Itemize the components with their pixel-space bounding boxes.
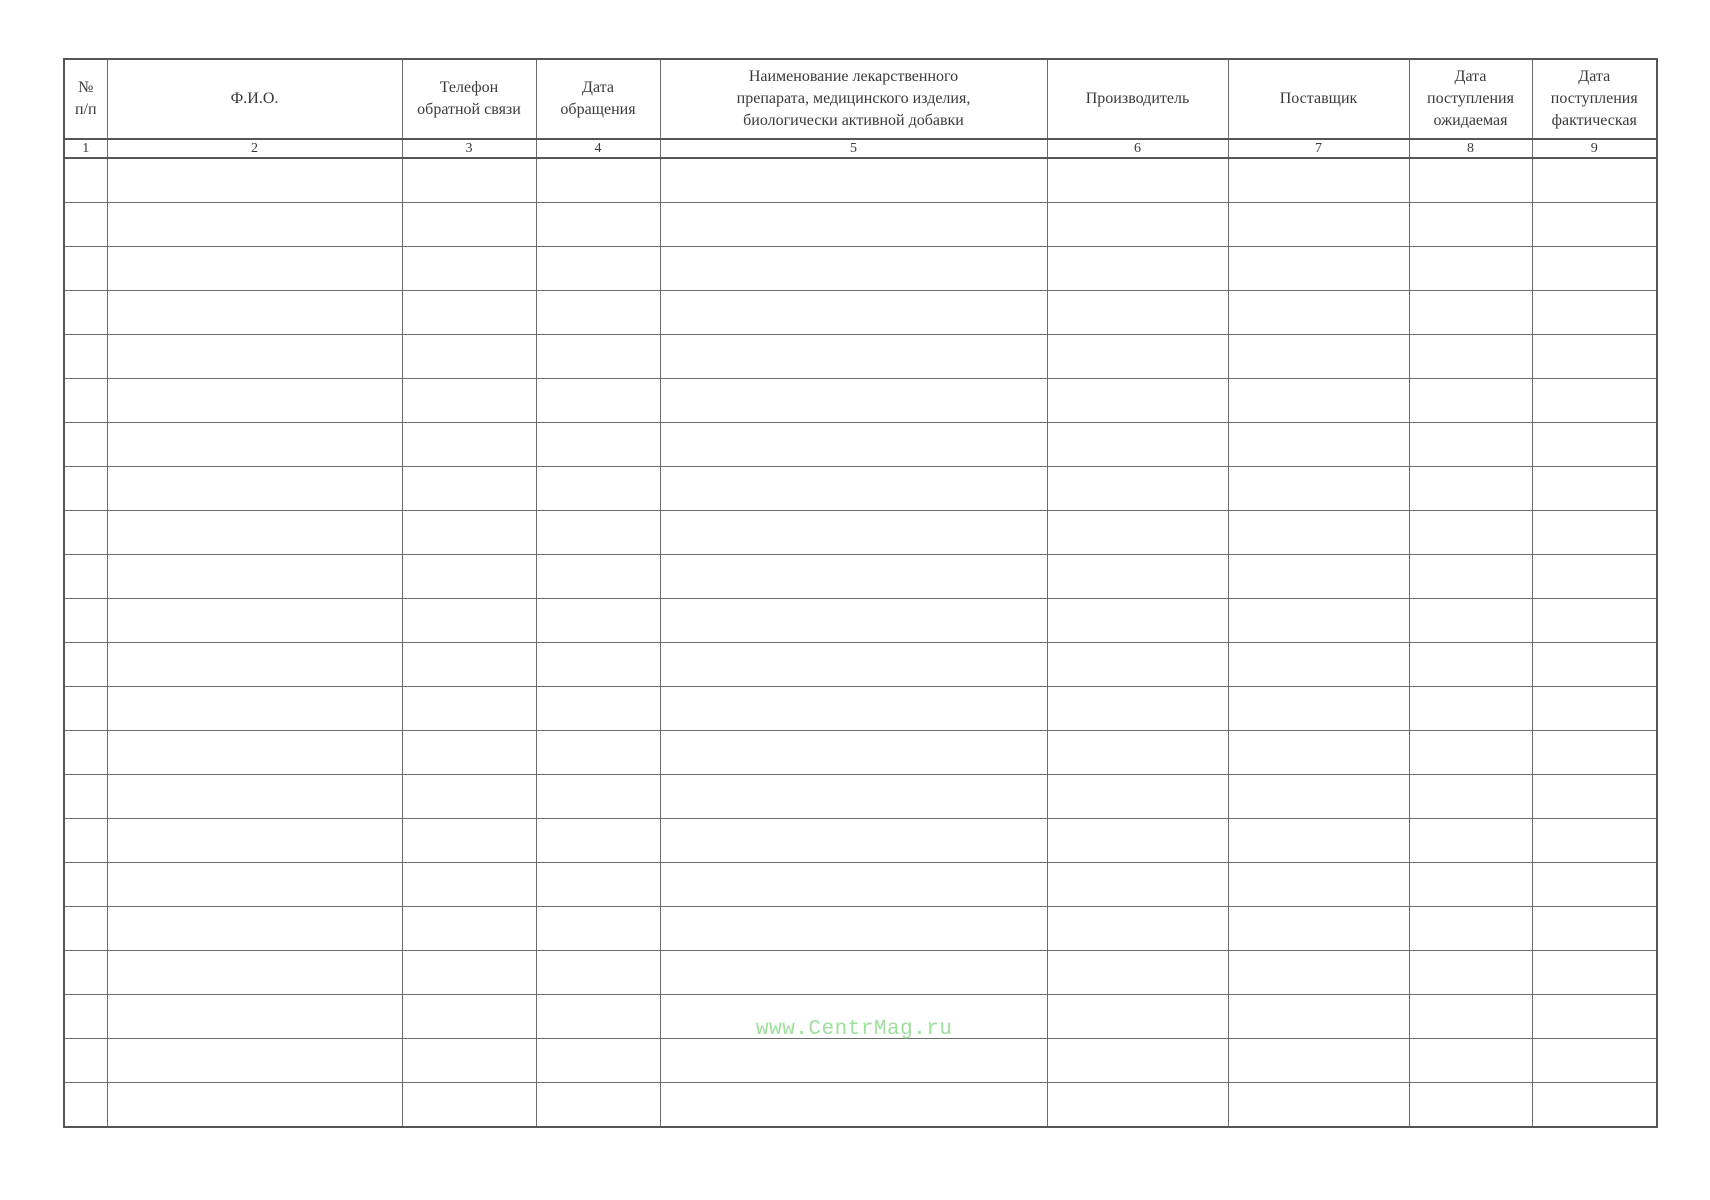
table-cell: [64, 423, 107, 467]
header-cell-product-name: [660, 59, 1047, 139]
table-cell: [107, 511, 402, 555]
table-cell: [107, 291, 402, 335]
table-cell: [107, 863, 402, 907]
table-cell: [1047, 995, 1228, 1039]
table-cell: [107, 423, 402, 467]
table-cell: [64, 203, 107, 247]
table-cell: [1409, 687, 1532, 731]
table-cell: [107, 379, 402, 423]
table-cell: [1228, 731, 1409, 775]
table-cell: [64, 687, 107, 731]
table-cell: [1532, 1039, 1657, 1083]
table-cell: [64, 335, 107, 379]
table-row: [64, 907, 1657, 951]
table-cell: [107, 335, 402, 379]
table-cell: [1409, 819, 1532, 863]
table-cell: [1532, 599, 1657, 643]
column-number: 1: [64, 139, 107, 158]
header-text: Наименование лекарственного препарата, медицинского изделия, биологически активной добавки: [736, 68, 971, 129]
table-cell: [1047, 775, 1228, 819]
table-cell: [1047, 379, 1228, 423]
table-cell: [1409, 907, 1532, 951]
table-cell: [1228, 247, 1409, 291]
table-cell: [402, 599, 536, 643]
table-cell: [107, 247, 402, 291]
table-cell: [1228, 467, 1409, 511]
table-cell: [64, 247, 107, 291]
table-cell: [1532, 731, 1657, 775]
table-cell: [536, 599, 660, 643]
table-cell: [536, 1039, 660, 1083]
table-cell: [1409, 511, 1532, 555]
column-number: 7: [1228, 139, 1409, 158]
table-cell: [1228, 555, 1409, 599]
table-cell: [536, 379, 660, 423]
table-cell: [1047, 599, 1228, 643]
table-cell: [1532, 951, 1657, 995]
table-row: [64, 555, 1657, 599]
table-cell: [1532, 467, 1657, 511]
table-cell: [1409, 335, 1532, 379]
table-cell: [660, 951, 1047, 995]
table-cell: [660, 599, 1047, 643]
table-cell: [660, 291, 1047, 335]
table-cell: [1409, 291, 1532, 335]
table-cell: [536, 291, 660, 335]
table-cell: [1047, 643, 1228, 687]
table-cell: [660, 335, 1047, 379]
table-cell: [1409, 863, 1532, 907]
table-row: [64, 467, 1657, 511]
column-number: 9: [1532, 139, 1657, 158]
table-cell: [64, 995, 107, 1039]
table-cell: [107, 995, 402, 1039]
table-cell: [107, 1039, 402, 1083]
table-cell: [1228, 863, 1409, 907]
table-cell: [1532, 995, 1657, 1039]
header-text: Телефон обратной связи: [417, 79, 521, 118]
table-cell: [536, 863, 660, 907]
table-cell: [107, 643, 402, 687]
table-cell: [1047, 158, 1228, 203]
table-cell: [64, 951, 107, 995]
table-cell: [536, 775, 660, 819]
table-cell: [660, 379, 1047, 423]
table-cell: [1409, 731, 1532, 775]
table-cell: [660, 907, 1047, 951]
table-cell: [1228, 995, 1409, 1039]
journal-table: [63, 58, 1658, 1128]
column-number: 4: [536, 139, 660, 158]
column-number: 8: [1409, 139, 1532, 158]
table-cell: [536, 643, 660, 687]
table-cell: [1047, 467, 1228, 511]
table-cell: [1532, 335, 1657, 379]
table-cell: [107, 467, 402, 511]
header-cell-phone: [402, 59, 536, 139]
table-cell: [64, 291, 107, 335]
table-cell: [1047, 819, 1228, 863]
table-row: [64, 247, 1657, 291]
table-cell: [402, 907, 536, 951]
table-cell: [64, 731, 107, 775]
table-cell: [1228, 203, 1409, 247]
table-cell: [1409, 203, 1532, 247]
table-cell: [1409, 599, 1532, 643]
table-cell: [402, 687, 536, 731]
table-cell: [1532, 511, 1657, 555]
table-cell: [1532, 687, 1657, 731]
table-cell: [64, 775, 107, 819]
table-cell: [1228, 379, 1409, 423]
table-cell: [402, 467, 536, 511]
table-cell: [536, 1083, 660, 1128]
table-row: [64, 863, 1657, 907]
table-cell: [1532, 203, 1657, 247]
table-cell: [402, 335, 536, 379]
table-cell: [402, 731, 536, 775]
header-row: [64, 59, 1657, 139]
table-cell: [536, 511, 660, 555]
table-cell: [107, 203, 402, 247]
table-cell: [660, 1039, 1047, 1083]
table-cell: [1047, 1039, 1228, 1083]
table-cell: [536, 423, 660, 467]
table-cell: [660, 1083, 1047, 1128]
table-cell: [402, 995, 536, 1039]
table-row: [64, 643, 1657, 687]
table-cell: [64, 863, 107, 907]
table-cell: [536, 731, 660, 775]
table-cell: [1047, 555, 1228, 599]
table-cell: [1047, 731, 1228, 775]
table-cell: [1409, 1039, 1532, 1083]
table-cell: [536, 951, 660, 995]
table-row: [64, 335, 1657, 379]
column-number: 2: [107, 139, 402, 158]
table-cell: [660, 467, 1047, 511]
table-row: [64, 511, 1657, 555]
table-cell: [1228, 335, 1409, 379]
table-cell: [107, 599, 402, 643]
header-text: Дата поступления фактическая: [1550, 68, 1638, 129]
table-cell: [1047, 247, 1228, 291]
table-cell: [1532, 247, 1657, 291]
table-cell: [1228, 1083, 1409, 1128]
table-cell: [1532, 863, 1657, 907]
table-cell: [1047, 1083, 1228, 1128]
table-cell: [1532, 379, 1657, 423]
table-row: [64, 423, 1657, 467]
table-cell: [1409, 467, 1532, 511]
table-cell: [660, 511, 1047, 555]
table-cell: [660, 158, 1047, 203]
table-cell: [402, 379, 536, 423]
table-cell: [402, 775, 536, 819]
table-cell: [1409, 247, 1532, 291]
table-cell: [1532, 555, 1657, 599]
table-cell: [107, 1083, 402, 1128]
table-cell: [402, 203, 536, 247]
table-cell: [1409, 423, 1532, 467]
table-cell: [402, 555, 536, 599]
header-cell-actual-date: [1532, 59, 1657, 139]
table-cell: [1228, 1039, 1409, 1083]
table-cell: [536, 203, 660, 247]
table-cell: [64, 643, 107, 687]
table-cell: [1228, 291, 1409, 335]
table-cell: [660, 247, 1047, 291]
table-row: [64, 951, 1657, 995]
table-row: [64, 819, 1657, 863]
table-cell: [1532, 775, 1657, 819]
table-row: [64, 1083, 1657, 1128]
table-cell: [1409, 995, 1532, 1039]
table-row: [64, 291, 1657, 335]
table-cell: [64, 1039, 107, 1083]
table-cell: [660, 687, 1047, 731]
table-cell: [1532, 819, 1657, 863]
table-cell: [402, 247, 536, 291]
table-cell: [1532, 423, 1657, 467]
header-cell-manufacturer: [1047, 59, 1228, 139]
table-cell: [402, 1083, 536, 1128]
table-cell: [1228, 643, 1409, 687]
table-cell: [1409, 643, 1532, 687]
table-cell: [1047, 687, 1228, 731]
table-cell: [402, 819, 536, 863]
header-cell-fio: [107, 59, 402, 139]
table-cell: [402, 863, 536, 907]
table-cell: [64, 555, 107, 599]
table-cell: [660, 643, 1047, 687]
header-text: Дата обращения: [560, 79, 636, 118]
table-cell: [1409, 379, 1532, 423]
table-cell: [1228, 511, 1409, 555]
table-cell: [402, 511, 536, 555]
table-row: [64, 731, 1657, 775]
header-text: № п/п: [74, 79, 97, 118]
table-cell: [64, 511, 107, 555]
table-cell: [536, 819, 660, 863]
table-cell: [1228, 907, 1409, 951]
journal-body: [64, 139, 1657, 1127]
table-row: [64, 687, 1657, 731]
table-cell: [1532, 158, 1657, 203]
header-text: Дата поступления ожидаемая: [1427, 68, 1514, 129]
table-cell: [64, 599, 107, 643]
table-cell: [1047, 907, 1228, 951]
table-cell: [1532, 643, 1657, 687]
column-number: 5: [660, 139, 1047, 158]
table-cell: [107, 731, 402, 775]
table-cell: [1047, 863, 1228, 907]
header-cell-number: [64, 59, 107, 139]
table-cell: [402, 158, 536, 203]
table-cell: [64, 1083, 107, 1128]
table-cell: [536, 467, 660, 511]
table-row: [64, 203, 1657, 247]
table-cell: [660, 555, 1047, 599]
table-cell: [1409, 951, 1532, 995]
table-cell: [1532, 1083, 1657, 1128]
table-cell: [1047, 423, 1228, 467]
table-cell: [64, 819, 107, 863]
table-cell: [536, 687, 660, 731]
table-cell: [1228, 819, 1409, 863]
watermark-text: www.CentrMag.ru: [756, 1018, 953, 1041]
header-cell-expected-date: [1409, 59, 1532, 139]
table-cell: [1047, 203, 1228, 247]
table-cell: [536, 247, 660, 291]
table-cell: [660, 775, 1047, 819]
table-cell: [536, 555, 660, 599]
table-cell: [1532, 291, 1657, 335]
table-cell: [1228, 775, 1409, 819]
table-cell: [107, 819, 402, 863]
table-row: [64, 1039, 1657, 1083]
column-number: 3: [402, 139, 536, 158]
table-cell: [1228, 687, 1409, 731]
table-cell: [536, 995, 660, 1039]
table-row: [64, 775, 1657, 819]
header-cell-request-date: [536, 59, 660, 139]
table-row: [64, 379, 1657, 423]
table-cell: [64, 907, 107, 951]
table-cell: [402, 291, 536, 335]
table-cell: [1228, 158, 1409, 203]
table-cell: [1047, 291, 1228, 335]
table-cell: [1409, 555, 1532, 599]
table-cell: [660, 863, 1047, 907]
table-cell: [64, 379, 107, 423]
header-text: Производитель: [1085, 90, 1190, 107]
table-cell: [402, 951, 536, 995]
table-cell: [107, 775, 402, 819]
table-cell: [402, 423, 536, 467]
table-cell: [660, 423, 1047, 467]
table-cell: [107, 907, 402, 951]
table-cell: [1228, 951, 1409, 995]
table-cell: [107, 687, 402, 731]
table-cell: [1532, 907, 1657, 951]
column-number: 6: [1047, 139, 1228, 158]
table-cell: [536, 335, 660, 379]
table-row: [64, 599, 1657, 643]
table-cell: [107, 951, 402, 995]
table-cell: [660, 819, 1047, 863]
table-cell: [1047, 335, 1228, 379]
table-cell: [402, 1039, 536, 1083]
header-text: Поставщик: [1279, 90, 1358, 107]
table-cell: [660, 203, 1047, 247]
table-cell: [64, 158, 107, 203]
table-cell: [107, 555, 402, 599]
table-cell: [64, 467, 107, 511]
table-cell: [1047, 951, 1228, 995]
table-cell: [1228, 423, 1409, 467]
table-cell: [536, 158, 660, 203]
table-cell: [107, 158, 402, 203]
table-cell: [1047, 511, 1228, 555]
table-cell: [1409, 775, 1532, 819]
table-row: [64, 158, 1657, 203]
column-number-row: [64, 139, 1657, 158]
table-cell: [1228, 599, 1409, 643]
table-cell: [402, 643, 536, 687]
header-cell-supplier: [1228, 59, 1409, 139]
table-cell: [660, 731, 1047, 775]
table-cell: [536, 907, 660, 951]
table-cell: [1409, 1083, 1532, 1128]
table-cell: [1409, 158, 1532, 203]
header-text: Ф.И.О.: [230, 90, 279, 107]
